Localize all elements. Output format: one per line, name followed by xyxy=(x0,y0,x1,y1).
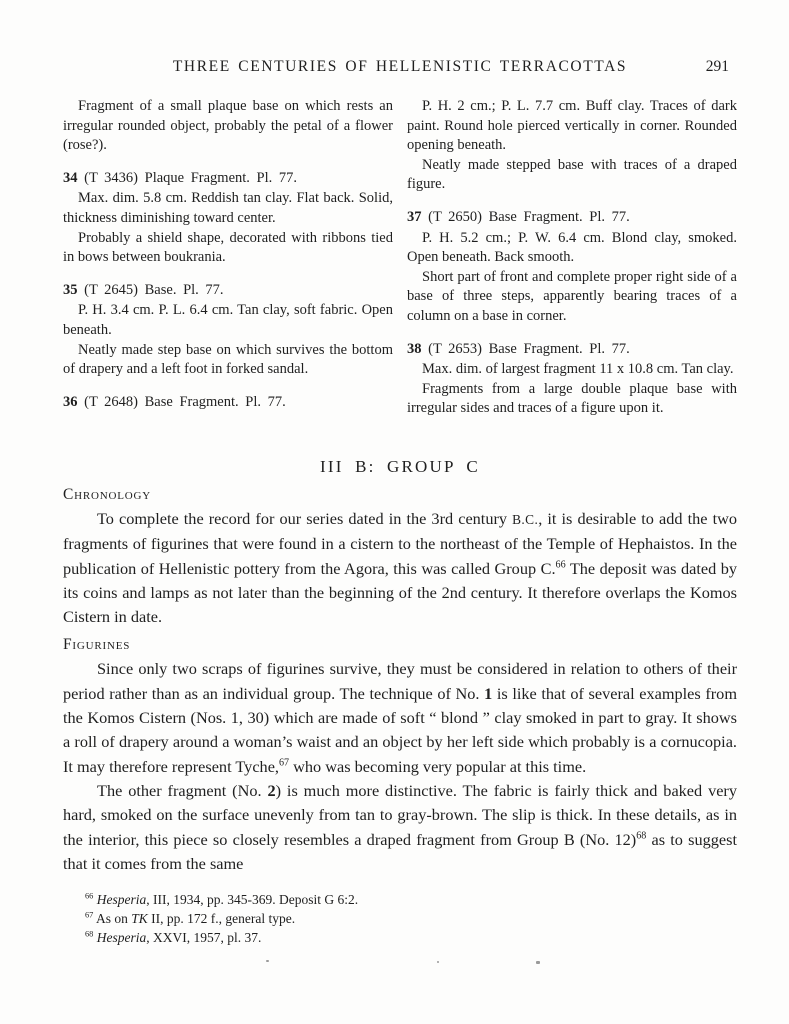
page-number: 291 xyxy=(705,58,729,75)
page-title: THREE CENTURIES OF HELLENISTIC TERRACOTTAS xyxy=(172,58,628,75)
footnote-66: $^{66}$ Hesperia, III, 1934, pp. 345-369. Deposit G 6:2. xyxy=(85,891,359,908)
footnote-67: $^{67}$ As on TK II, pp. 172 f., general type. xyxy=(85,910,296,927)
catalog-paragraph-34-dims: Max. dim. 5.8 cm. Reddish tan clay. Flat back. Solid, thickness diminishing toward center. xyxy=(63,190,393,226)
catalog-entry-heading-37: 37 (T 2650) Base Fragment. Pl. 77. xyxy=(407,208,630,225)
group-c-section xyxy=(63,457,737,947)
catalog-section xyxy=(63,97,737,419)
section-title: III B: GROUP C xyxy=(320,457,480,476)
chronology-heading: Chronology xyxy=(63,486,152,503)
figurines-paragraph-1: Since only two scraps of figurines survive, they must be considered in relation to others of their period rather than as an individual group. The technique of No. 1 is like that of several examples from the Komos Cistern (Nos. 1, 30) which are made of soft “ blond ” clay smoked in part to gray. It shows a roll of drapery around a woman’s waist and an object by her left side which probably is a cornucopia. It may therefore represent Tyche,$^{67}$ who was becoming very popular at this time. xyxy=(63,659,737,776)
catalog-paragraph-38-dims: Max. dim. of largest fragment 11 x 10.8 cm. Tan clay. xyxy=(422,361,734,378)
catalog-paragraph-36-desc: Neatly made stepped base with traces of a draped figure. xyxy=(407,156,737,193)
footnotes-block xyxy=(63,890,737,947)
catalog-right-column xyxy=(407,97,737,419)
catalog-paragraph-37-dims: P. H. 5.2 cm.; P. W. 6.4 cm. Blond clay, smoked. Open beneath. Back smooth. xyxy=(407,229,737,266)
catalog-paragraph-34-desc: Probably a shield shape, decorated with ribbons tied in bows between boukrania. xyxy=(63,229,393,266)
page-header xyxy=(63,58,737,82)
footnote-68: $^{68}$ Hesperia, XXVI, 1957, pl. 37. xyxy=(85,929,262,946)
catalog-entry-heading-34: 34 (T 3436) Plaque Fragment. Pl. 77. xyxy=(63,169,298,186)
catalog-left-column xyxy=(63,97,393,419)
scan-speck xyxy=(266,960,269,962)
catalog-paragraph-38-desc: Fragments from a large double plaque base with irregular sides and traces of a figure upon it. xyxy=(407,380,737,417)
catalog-paragraph-flower: Fragment of a small plaque base on which rests an irregular rounded object, probably the petal of a flower (rose?). xyxy=(63,98,393,154)
catalog-paragraph-36-dims: P. H. 2 cm.; P. L. 7.7 cm. Buff clay. Traces of dark paint. Round hole pierced vertically in corner. Rounded opening beneath. xyxy=(407,98,737,154)
scan-speck xyxy=(536,961,540,964)
figurines-paragraph-2: The other fragment (No. 2) is much more distinctive. The fabric is fairly thick and baked very hard, smoked on the surface unevenly from tan to gray-brown. The slip is thick. In these details, as in the interior, this piece so closely resembles a draped fragment from Group B (No. 12)$^{68}$ as to suggest that it comes from the same xyxy=(63,780,737,873)
figurines-heading: Figurines xyxy=(63,636,131,654)
catalog-paragraph-37-desc: Short part of front and complete proper right side of a base of three steps, apparently bearing traces of a column on a base in corner. xyxy=(407,268,737,324)
catalog-paragraph-35-desc: Neatly made step base on which survives the bottom of drapery and a left foot in forked sandal. xyxy=(63,341,393,378)
chronology-paragraph: To complete the record for our series dated in the 3rd century B.C., it is desirable to add the two fragments of figurines that were found in a cistern to the northeast of the Temple of Hephaistos. In the publication of Hellenistic pottery from the Agora, this was called Group C.$^{66}$ The deposit was dated by its coins and lamps as not later than the beginning of the 2nd century. It therefore overlaps the Komos Cistern in date. xyxy=(63,509,738,627)
scan-speck xyxy=(437,961,439,963)
catalog-entry-heading-38: 38 (T 2653) Base Fragment. Pl. 77. xyxy=(407,340,630,357)
catalog-entry-heading-36: 36 (T 2648) Base Fragment. Pl. 77. xyxy=(63,393,286,410)
catalog-entry-heading-35: 35 (T 2645) Base. Pl. 77. xyxy=(63,281,224,298)
catalog-paragraph-35-dims: P. H. 3.4 cm. P. L. 6.4 cm. Tan clay, soft fabric. Open beneath. xyxy=(63,302,393,338)
